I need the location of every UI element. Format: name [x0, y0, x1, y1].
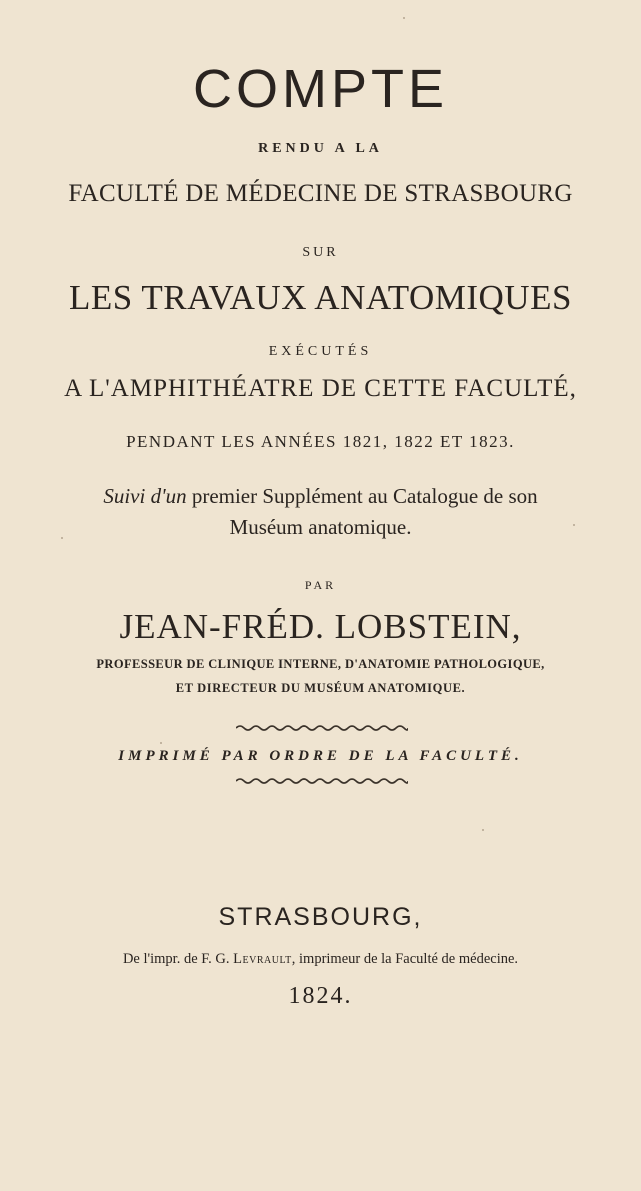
author-par: PAR — [304, 578, 337, 592]
title-rendu-a-la: RENDU A LA — [258, 141, 383, 156]
subtitle-italic: Suivi d'un — [103, 484, 187, 508]
subtitle-line-2: Muséum anatomique. — [229, 515, 412, 539]
subtitle-rest: premier Supplément au Catalogue de son — [186, 484, 538, 508]
title-sur: SUR — [302, 245, 339, 260]
paper-speck — [61, 537, 63, 539]
wave-ornament-bottom — [236, 777, 408, 785]
paper-speck — [482, 829, 484, 831]
printer-pre: De l'impr. de F. G. — [122, 951, 234, 967]
title-travaux-anatomiques: LES TRAVAUX ANATOMIQUES — [69, 278, 572, 317]
author-position-1: PROFESSEUR DE CLINIQUE INTERNE, D'ANATOMIE PATHOLOGIQUE, — [96, 657, 545, 671]
title-amphitheatre: A L'AMPHITHÉATRE DE CETTE FACULTÉ, — [64, 375, 577, 402]
paper-speck — [403, 17, 405, 19]
imprint-printer — [0, 951, 641, 968]
title-years: PENDANT LES ANNÉES 1821, 1822 ET 1823. — [126, 432, 515, 451]
imprint-year: 1824. — [288, 983, 353, 1009]
wave-ornament-top — [236, 724, 408, 732]
author-position-2: ET DIRECTEUR DU MUSÉUM ANATOMIQUE. — [175, 681, 466, 695]
title-faculte: FACULTÉ DE MÉDECINE DE STRASBOURG — [68, 180, 573, 207]
printer-post: , imprimeur de la Faculté de médecine. — [291, 951, 519, 967]
paper-speck — [160, 742, 162, 744]
subtitle-line-1 — [0, 484, 641, 509]
title-compte: COMPTE — [192, 59, 448, 119]
paper-speck — [573, 524, 575, 526]
imprint-city: STRASBOURG, — [218, 903, 423, 931]
title-executes: EXÉCUTÉS — [268, 344, 373, 359]
printer-name: Levrault — [233, 951, 292, 967]
imprime-par-ordre: IMPRIMÉ PAR ORDRE DE LA FACULTÉ. — [118, 748, 523, 764]
author-name: JEAN-FRÉD. LOBSTEIN, — [119, 607, 522, 646]
